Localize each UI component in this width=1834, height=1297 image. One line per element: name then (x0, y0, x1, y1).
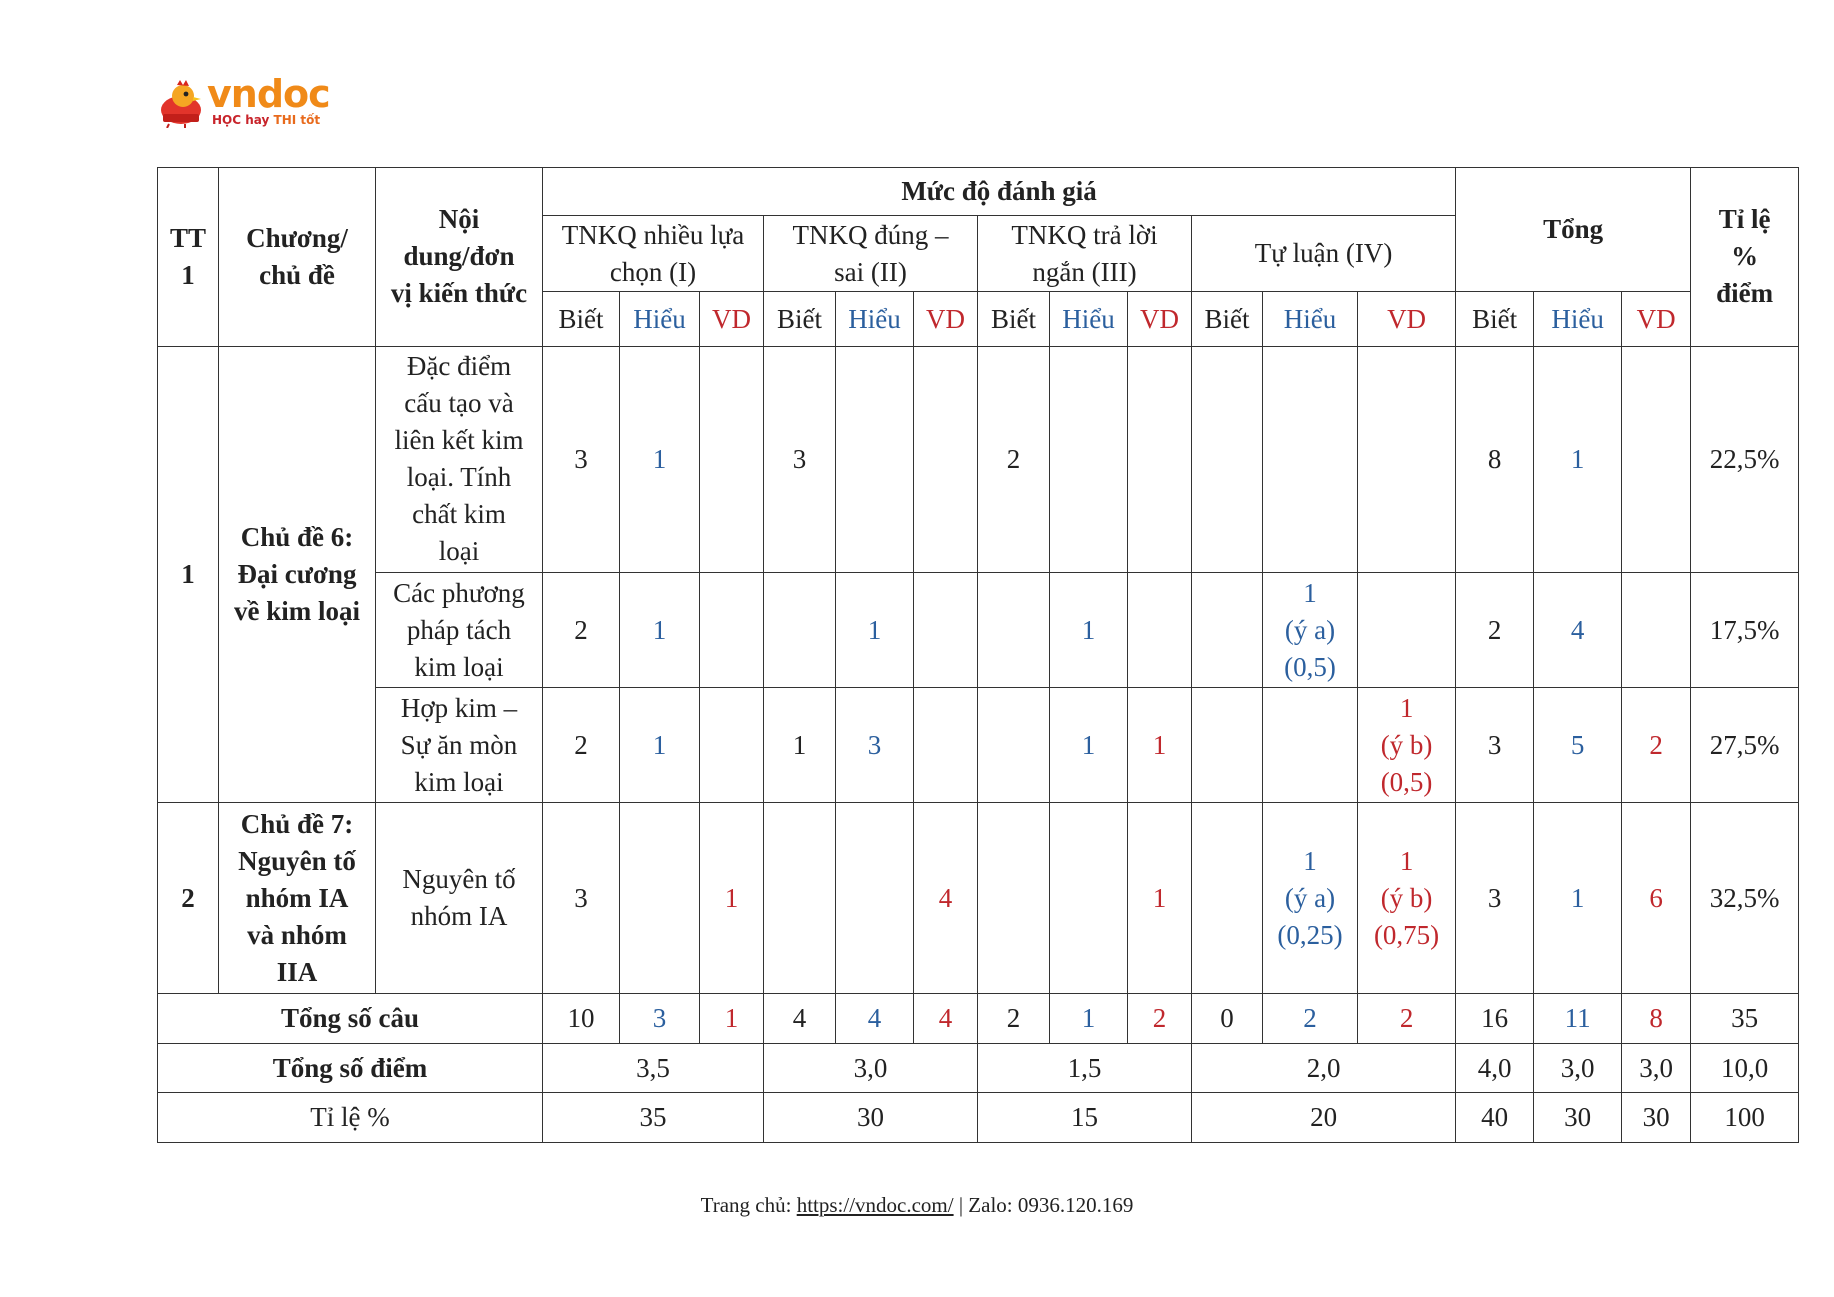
content-unit-text: chất kim (412, 499, 506, 530)
content-unit (376, 346, 543, 572)
header-ratio (1691, 168, 1799, 347)
sum-points-group (764, 1043, 978, 1093)
count-cell-text: 2 (1006, 443, 1021, 474)
sum-points-group-text: 1,5 (1067, 1052, 1102, 1083)
count-cell (1263, 688, 1358, 803)
percent-total-text: 100 (1724, 1102, 1765, 1133)
count-cell-text: 3 (1487, 882, 1502, 913)
sum-questions-cell (1358, 994, 1456, 1044)
sum-questions-cell (1263, 994, 1358, 1044)
sum-points-total-cell (1456, 1043, 1534, 1093)
topic-name-text: Chủ đề 7: (240, 808, 354, 839)
header-group-text: Tự luận (IV) (1254, 238, 1393, 269)
count-cell-text: 1 (1081, 614, 1096, 645)
header-ratio-text: % (1731, 241, 1759, 272)
header-level-hieu-text: Hiểu (1062, 303, 1115, 334)
header-level-hieu (1263, 292, 1358, 347)
ratio-cell (1691, 688, 1799, 803)
sum-points-total (1691, 1043, 1799, 1093)
table-row (158, 688, 1799, 803)
sum-questions-cell (836, 994, 914, 1044)
content-unit-text: Hợp kim – (400, 692, 518, 723)
count-cell (836, 803, 914, 994)
count-cell-text: 3 (574, 443, 588, 474)
topic-name (219, 803, 376, 994)
header-content (376, 168, 543, 347)
header-ratio-text: Tỉ lệ (1718, 204, 1771, 235)
sum-points-group-text: 2,0 (1306, 1052, 1341, 1083)
count-cell (764, 573, 836, 688)
content-unit-text: kim loại (414, 651, 504, 682)
topic-number-text: 1 (181, 559, 195, 590)
count-cell (1456, 573, 1534, 688)
header-level-hieu-text: Hiểu (848, 303, 901, 334)
count-cell (1534, 688, 1622, 803)
header-level-vd-text: VD (1387, 303, 1427, 334)
topic-name-text: nhóm IA (245, 882, 349, 913)
sum-points-group-text: 3,0 (853, 1052, 888, 1083)
count-cell-text: 2 (574, 614, 588, 645)
sum-questions-cell-text: 1 (724, 1003, 739, 1034)
count-cell (764, 346, 836, 572)
count-cell (543, 803, 620, 994)
header-tt-text: TT (169, 222, 207, 253)
sum-questions-total-text: 35 (1731, 1003, 1759, 1034)
count-cell-text: 2 (1487, 614, 1502, 645)
count-cell-text: (0,25) (1277, 919, 1343, 950)
sum-questions-total (1691, 994, 1799, 1044)
header-group (978, 216, 1192, 292)
count-cell-text: 1 (652, 443, 667, 474)
header-level-biet (978, 292, 1050, 347)
header-content-text: vị kiến thức (390, 278, 528, 309)
percent-total-cell (1534, 1093, 1622, 1143)
logo-tagline: HỌC hay THI tốt (212, 113, 321, 127)
header-level-biet-text: Biết (558, 303, 604, 334)
count-cell (1128, 346, 1192, 572)
header-level-hieu (836, 292, 914, 347)
count-cell-text: 1 (1303, 577, 1317, 608)
content-unit-text: loại (438, 536, 480, 567)
assessment-matrix-table (157, 167, 1799, 1143)
sum-questions-cell-text: 0 (1220, 1003, 1234, 1034)
header-level-biet-text: Biết (1204, 303, 1250, 334)
topic-name-text: về kim loại (234, 596, 360, 627)
percent-label (158, 1093, 543, 1143)
count-cell-text: (ý b) (1380, 882, 1433, 913)
ratio-cell (1691, 803, 1799, 994)
content-unit-text: Sự ăn mòn (400, 729, 518, 760)
count-cell (1128, 573, 1192, 688)
sum-points-total-cell-text: 3,0 (1560, 1052, 1595, 1083)
logo-wordmark: vndoc (207, 72, 330, 116)
count-cell (620, 573, 700, 688)
percent-group-text: 30 (857, 1102, 884, 1133)
sum-points-total-cell-text: 3,0 (1639, 1052, 1674, 1083)
count-cell-text: (0,75) (1373, 919, 1440, 950)
header-level-vd (1358, 292, 1456, 347)
sum-questions-cell-text: 2 (1006, 1003, 1021, 1034)
percent-group-text: 15 (1071, 1102, 1098, 1133)
sum-questions-cell (700, 994, 764, 1044)
count-cell (1192, 803, 1263, 994)
percent-group-text: 35 (639, 1102, 667, 1133)
sum-questions-cell (1050, 994, 1128, 1044)
sum-points-total-cell (1622, 1043, 1691, 1093)
sum-questions-label (158, 994, 543, 1044)
count-cell (620, 803, 700, 994)
count-cell-text: 4 (938, 882, 953, 913)
content-unit (376, 803, 543, 994)
count-cell (1622, 573, 1691, 688)
sum-points-total-cell-text: 4,0 (1477, 1052, 1512, 1083)
header-level-vd-text: VD (1636, 303, 1676, 334)
footer-prefix: Trang chủ: (700, 1193, 797, 1217)
sum-questions-cell (764, 994, 836, 1044)
ratio-cell (1691, 346, 1799, 572)
content-unit-text: Đặc điểm (406, 351, 512, 382)
footer-contact: | Zalo: 0936.120.169 (953, 1193, 1134, 1217)
chicken-mascot-icon (155, 80, 207, 128)
header-level-text: Mức độ đánh giá (901, 176, 1097, 207)
percent-group (764, 1093, 978, 1143)
count-cell (1263, 346, 1358, 572)
header-level-vd (1622, 292, 1691, 347)
count-cell (836, 346, 914, 572)
count-cell (1534, 346, 1622, 572)
count-cell (1622, 803, 1691, 994)
sum-points-label-text: Tổng số điểm (272, 1052, 428, 1083)
count-cell (700, 803, 764, 994)
sum-questions-cell-text: 2 (1303, 1003, 1317, 1034)
percent-total-cell-text: 30 (1564, 1102, 1592, 1133)
header-ratio-text: điểm (1716, 278, 1774, 309)
percent-group (1192, 1093, 1456, 1143)
sum-questions-cell-text: 10 (567, 1003, 595, 1034)
count-cell (914, 346, 978, 572)
count-cell-text: 3 (574, 882, 588, 913)
percent-total-cell (1622, 1093, 1691, 1143)
sum-questions-cell (1456, 994, 1534, 1044)
count-cell (700, 346, 764, 572)
content-unit-text: loại. Tính (406, 462, 512, 493)
content-unit-text: cấu tạo và (404, 388, 514, 419)
header-level-vd (1128, 292, 1192, 347)
content-unit-text: liên kết kim (394, 425, 524, 456)
count-cell (1622, 346, 1691, 572)
count-cell (1263, 573, 1358, 688)
header-group-text: TNKQ nhiều lựa (561, 219, 745, 250)
header-group-text: TNKQ đúng – (792, 219, 949, 250)
percent-total-cell-text: 40 (1481, 1102, 1509, 1133)
header-chapter-text: Chương/ (246, 222, 348, 253)
sum-points-total-cell (1534, 1043, 1622, 1093)
sum-questions-cell (978, 994, 1050, 1044)
header-level-hieu-text: Hiểu (1283, 303, 1337, 334)
percent-group-text: 20 (1310, 1102, 1338, 1133)
count-cell-text: 3 (867, 729, 882, 760)
percent-group (543, 1093, 764, 1143)
ratio-cell (1691, 573, 1799, 688)
header-chapter-text: chủ đề (259, 259, 335, 290)
header-level-biet-text: Biết (777, 303, 822, 334)
header-content-text: dung/đơn (403, 241, 515, 272)
count-cell (978, 346, 1050, 572)
count-cell (914, 573, 978, 688)
count-cell-text: 8 (1487, 443, 1502, 474)
header-level-hieu (620, 292, 700, 347)
header-level-biet-text: Biết (991, 303, 1036, 334)
header-level-vd-text: VD (1140, 303, 1179, 334)
sum-questions-cell (543, 994, 620, 1044)
count-cell (1128, 688, 1192, 803)
count-cell (836, 573, 914, 688)
header-content-text: Nội (438, 204, 480, 235)
header-chapter (219, 168, 376, 347)
header-group-text: ngắn (III) (1032, 256, 1137, 287)
table-row (158, 573, 1799, 688)
percent-group (978, 1093, 1192, 1143)
count-cell (1050, 688, 1128, 803)
count-cell-text: (0,5) (1284, 651, 1336, 682)
page-footer (0, 1193, 1834, 1218)
count-cell-text: 3 (1487, 729, 1502, 760)
topic-number (158, 346, 219, 803)
header-level-biet-text: Biết (1472, 303, 1518, 334)
count-cell-text: 1 (1399, 692, 1414, 723)
count-cell (620, 688, 700, 803)
count-cell (1358, 803, 1456, 994)
count-cell-text: 3 (792, 443, 807, 474)
ratio-cell-text: 32,5% (1709, 882, 1780, 913)
count-cell (978, 688, 1050, 803)
topic-number-text: 2 (181, 882, 195, 913)
count-cell (1534, 573, 1622, 688)
count-cell-text: (0,5) (1380, 766, 1433, 797)
sum-questions-cell-text: 8 (1649, 1003, 1663, 1034)
header-tt (158, 168, 219, 347)
vndoc-logo[interactable] (155, 72, 335, 130)
count-cell (1358, 688, 1456, 803)
count-cell (1534, 803, 1622, 994)
count-cell-text: 1 (1570, 443, 1585, 474)
count-cell-text: 1 (724, 882, 739, 913)
percent-total-cell-text: 30 (1642, 1102, 1670, 1133)
topic-name-text: IIA (276, 956, 318, 987)
count-cell-text: 1 (1081, 729, 1096, 760)
count-cell (1192, 346, 1263, 572)
count-cell-text: (ý a) (1284, 882, 1336, 913)
percent-total (1691, 1093, 1799, 1143)
sum-questions-cell (620, 994, 700, 1044)
header-level-biet (543, 292, 620, 347)
count-cell (700, 573, 764, 688)
count-cell (1050, 346, 1128, 572)
topic-name-text: và nhóm (247, 919, 347, 950)
sum-questions-cell-text: 1 (1081, 1003, 1096, 1034)
count-cell (543, 573, 620, 688)
count-cell (1128, 803, 1192, 994)
count-cell (543, 688, 620, 803)
count-cell (978, 573, 1050, 688)
header-level-hieu-text: Hiểu (633, 303, 686, 334)
sum-points-group (543, 1043, 764, 1093)
count-cell (1622, 688, 1691, 803)
table-row (158, 346, 1799, 572)
content-unit-text: pháp tách (406, 614, 512, 645)
percent-total-cell (1456, 1093, 1534, 1143)
sum-points-group (978, 1043, 1192, 1093)
header-level-biet (764, 292, 836, 347)
header-level (543, 168, 1456, 216)
count-cell (764, 803, 836, 994)
header-level-biet (1456, 292, 1534, 347)
content-unit (376, 573, 543, 688)
count-cell-text: 1 (652, 614, 667, 645)
sum-points-group-text: 3,5 (636, 1052, 670, 1083)
header-level-vd-text: VD (926, 303, 965, 334)
header-group (543, 216, 764, 292)
sum-questions-cell-text: 2 (1152, 1003, 1167, 1034)
sum-questions-cell-text: 2 (1399, 1003, 1414, 1034)
sum-questions-cell (1128, 994, 1192, 1044)
content-unit-text: kim loại (414, 766, 504, 797)
count-cell (1358, 346, 1456, 572)
header-group (764, 216, 978, 292)
ratio-cell-text: 22,5% (1709, 443, 1780, 474)
topic-name (219, 346, 376, 803)
homepage-link[interactable]: https://vndoc.com/ (796, 1193, 954, 1217)
header-tt-text: 1 (181, 259, 195, 290)
header-level-vd (700, 292, 764, 347)
count-cell (764, 688, 836, 803)
count-cell-text: (ý b) (1380, 729, 1433, 760)
header-level-hieu (1050, 292, 1128, 347)
sum-questions-label-text: Tổng số câu (280, 1003, 420, 1034)
table-row (158, 994, 1799, 1044)
count-cell-text: 1 (1570, 882, 1585, 913)
count-cell (1050, 803, 1128, 994)
sum-questions-cell-text: 4 (792, 1003, 807, 1034)
header-level-hieu-text: Hiểu (1551, 303, 1604, 334)
sum-questions-cell-text: 16 (1481, 1003, 1509, 1034)
header-group-text: chọn (I) (609, 256, 697, 287)
count-cell (978, 803, 1050, 994)
sum-questions-cell (1534, 994, 1622, 1044)
ratio-cell-text: 17,5% (1709, 614, 1780, 645)
count-cell (914, 803, 978, 994)
header-total-text: Tổng (1543, 214, 1604, 245)
count-cell-text: 1 (792, 729, 807, 760)
count-cell-text: 1 (867, 614, 882, 645)
count-cell-text: 2 (1649, 729, 1663, 760)
ratio-cell-text: 27,5% (1709, 729, 1780, 760)
sum-questions-cell (1622, 994, 1691, 1044)
content-unit (376, 688, 543, 803)
sum-questions-cell (914, 994, 978, 1044)
count-cell (914, 688, 978, 803)
count-cell-text: 5 (1570, 729, 1585, 760)
count-cell-text: 1 (1399, 845, 1414, 876)
count-cell-text: 2 (574, 729, 588, 760)
sum-questions-cell (1192, 994, 1263, 1044)
table-row (158, 168, 1799, 216)
sum-questions-cell-text: 4 (938, 1003, 953, 1034)
header-total (1456, 168, 1691, 292)
count-cell-text: 4 (1570, 614, 1585, 645)
content-unit-text: Các phương (393, 577, 525, 608)
count-cell-text: 1 (652, 729, 667, 760)
content-unit-text: Nguyên tố (402, 864, 516, 895)
table-row (158, 1093, 1799, 1143)
sum-points-label (158, 1043, 543, 1093)
count-cell-text: 6 (1649, 882, 1663, 913)
header-level-vd-text: VD (712, 303, 751, 334)
count-cell (1263, 803, 1358, 994)
table-row (158, 1043, 1799, 1093)
sum-points-group (1192, 1043, 1456, 1093)
topic-name-text: Nguyên tố (238, 845, 356, 876)
count-cell-text: 1 (1152, 729, 1167, 760)
count-cell (543, 346, 620, 572)
sum-questions-cell-text: 3 (652, 1003, 667, 1034)
count-cell-text: 1 (1152, 882, 1167, 913)
content-unit-text: nhóm IA (410, 901, 508, 932)
header-level-vd (914, 292, 978, 347)
count-cell (1192, 688, 1263, 803)
count-cell-text: 1 (1303, 845, 1317, 876)
count-cell (1456, 346, 1534, 572)
count-cell (836, 688, 914, 803)
table-row (158, 803, 1799, 994)
count-cell-text: (ý a) (1284, 614, 1336, 645)
header-group (1192, 216, 1456, 292)
sum-questions-cell-text: 11 (1564, 1003, 1591, 1034)
topic-name-text: Chủ đề 6: (240, 522, 354, 553)
count-cell (620, 346, 700, 572)
count-cell (1358, 573, 1456, 688)
header-level-hieu (1534, 292, 1622, 347)
count-cell (700, 688, 764, 803)
header-group-text: TNKQ trả lời (1011, 219, 1158, 250)
percent-label-text: Tỉ lệ % (310, 1102, 390, 1133)
header-group-text: sai (II) (834, 256, 907, 287)
topic-number (158, 803, 219, 994)
count-cell (1456, 803, 1534, 994)
count-cell (1050, 573, 1128, 688)
sum-points-total-text: 10,0 (1721, 1052, 1769, 1083)
count-cell (1456, 688, 1534, 803)
topic-name-text: Đại cương (237, 559, 357, 590)
sum-questions-cell-text: 4 (867, 1003, 882, 1034)
count-cell (1192, 573, 1263, 688)
header-level-biet (1192, 292, 1263, 347)
